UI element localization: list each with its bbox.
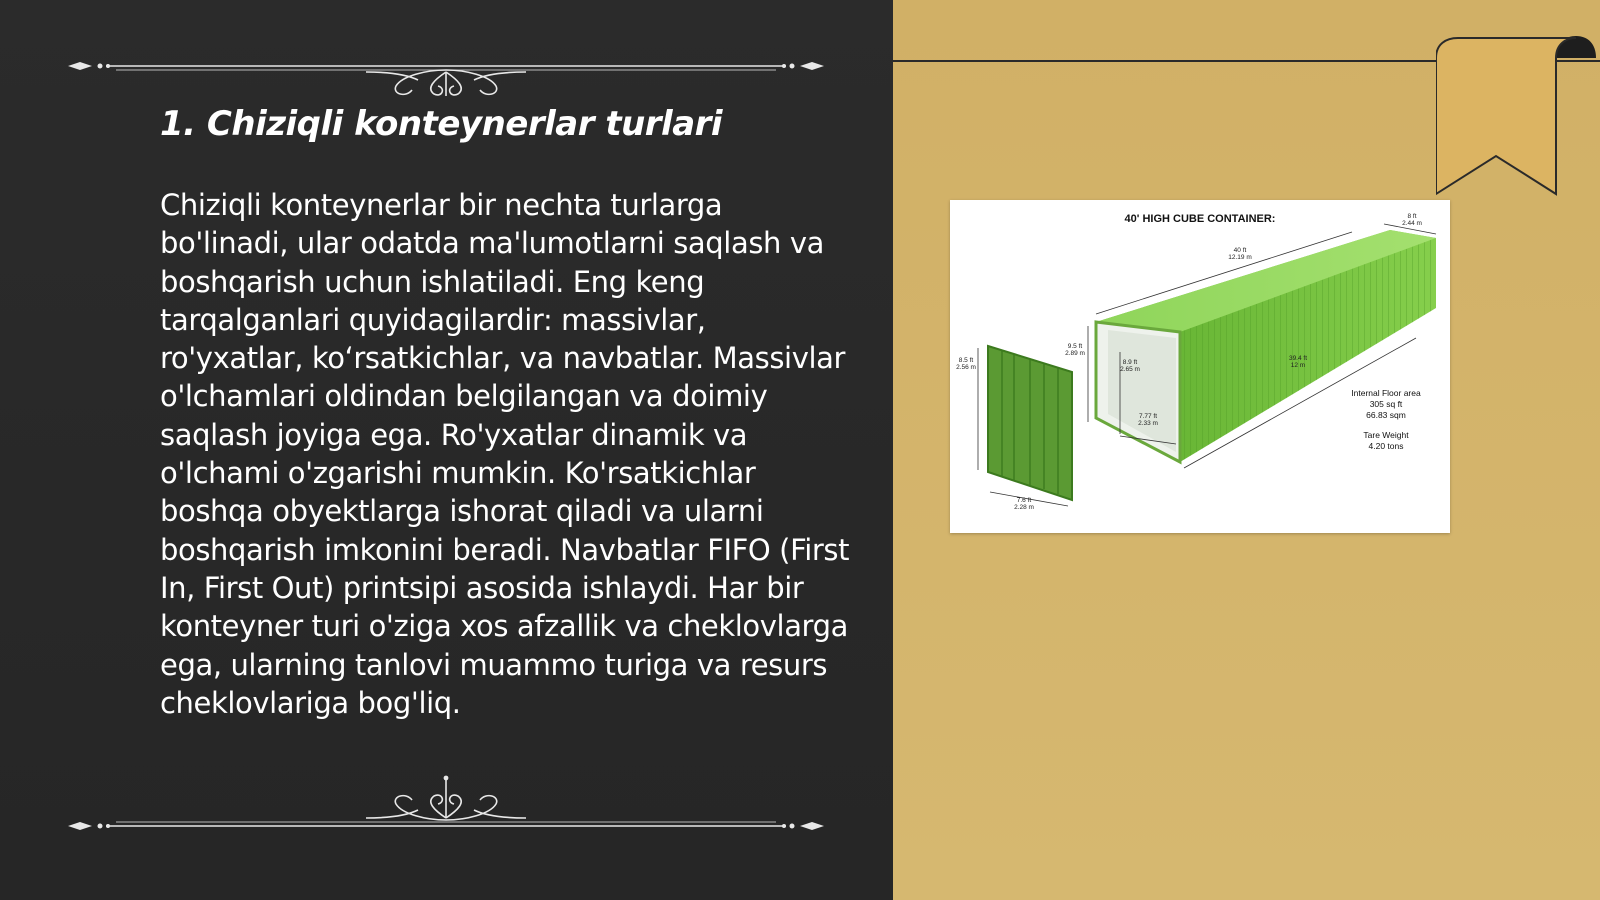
dim-door-height-m-label: 2.56 m bbox=[956, 364, 976, 371]
container-diagram-image bbox=[950, 200, 1450, 533]
floor-area-sqft: 305 sq ft bbox=[1369, 399, 1403, 409]
dim-length-label: 40 ft bbox=[1233, 247, 1247, 254]
dim-length-m-label: 12.19 m bbox=[1228, 254, 1252, 261]
dim-inner-height-label: 8.9 ft bbox=[1122, 359, 1138, 366]
tare-weight-label: Tare Weight bbox=[1363, 430, 1409, 440]
image-heading: 40' HIGH CUBE CONTAINER: bbox=[1124, 213, 1276, 225]
dim-height-label: 9.5 ft bbox=[1067, 343, 1083, 350]
dim-inner-width-label: 7.77 ft bbox=[1138, 413, 1158, 420]
dim-door-width-m-label: 2.28 m bbox=[1014, 504, 1034, 511]
dim-inner-length-label: 39.4 ft bbox=[1288, 355, 1308, 362]
dim-height-m-label: 2.89 m bbox=[1065, 350, 1085, 357]
dim-inner-width-m-label: 2.33 m bbox=[1138, 420, 1158, 427]
dim-door-height-label: 8.5 ft bbox=[958, 357, 974, 364]
dim-inner-height-m-label: 2.65 m bbox=[1120, 366, 1140, 373]
ornament-divider-icon bbox=[66, 36, 826, 96]
dim-inner-length-m-label: 12 m bbox=[1290, 362, 1306, 369]
ornament-divider-icon bbox=[66, 772, 826, 832]
dim-width-m-label: 2.44 m bbox=[1402, 220, 1422, 227]
dim-door-width-label: 7.6 ft bbox=[1016, 497, 1032, 504]
slide-body-text: Chiziqli konteynerlar bir nechta turlarga bo'linadi, ular odatda ma'lumotlarni saqlash va boshqarish uchun ishlatiladi. Eng keng tarqalganlari quyidagilardir: massivlar, ro'yxatlar, ko‘rsatkichlar, va navbatlar. Massivlar o'lchamlari oldindan belgilangan va doimiy saqlash joyiga ega. Ro'yxatlar dinamik va o'lchami o'zgarishi mumkin. Ko'rsatkichlar boshqa obyektlarga ishorat qiladi va ularni boshqarish imkonini beradi. Navbatlar FIFO (First In, First Out) printsipi asosida ishlaydi. Har bir konteyner turi o'ziga xos afzallik va cheklovlarga ega, ularning tanlovi muammo turiga va resurs cheklovlariga bog'liq. bbox=[160, 188, 850, 720]
slide-title: 1. Chiziqli konteynerlar turlari bbox=[160, 104, 723, 144]
dim-width-label: 8 ft bbox=[1407, 213, 1417, 220]
bookmark-ribbon-icon bbox=[1436, 36, 1596, 198]
floor-area-sqm: 66.83 sqm bbox=[1366, 410, 1406, 420]
floor-area-label: Internal Floor area bbox=[1351, 388, 1421, 398]
tare-weight-value: 4.20 tons bbox=[1368, 441, 1404, 451]
